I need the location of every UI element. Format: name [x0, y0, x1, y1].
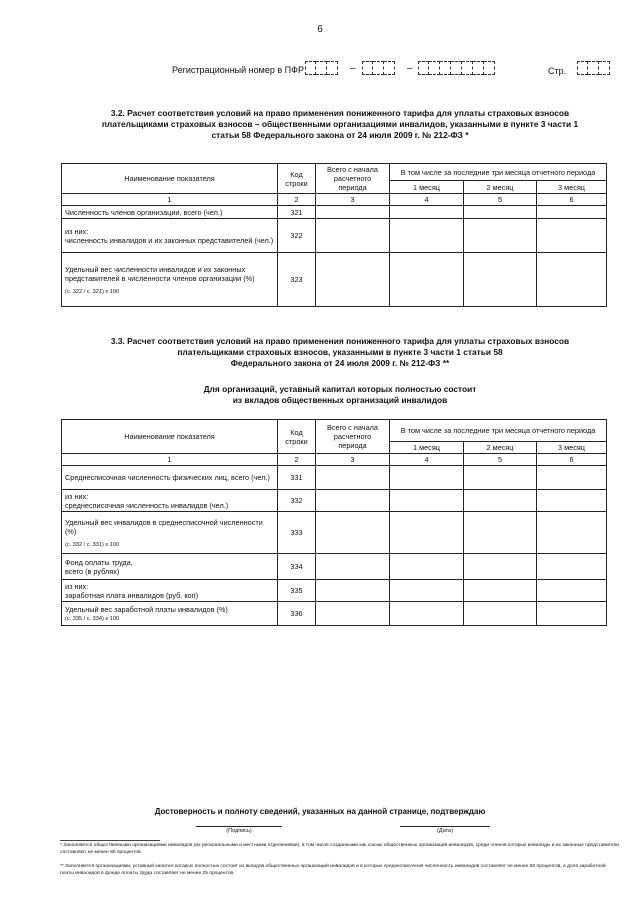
reg-number-part2[interactable]	[362, 61, 395, 75]
value-cell[interactable]	[464, 253, 537, 307]
certification-statement: Достоверность и полноту сведений, указанных на данной странице, подтверждаю	[154, 807, 486, 816]
value-cell[interactable]	[390, 554, 464, 580]
footnote-2: ** Заполняется организациями, уставный капитал которых полностью состоит из вкладов общественных организаций инвалидов и в которых среднесписочная численность инвалидов составляет не менее 50 процентов, а доля заработной платы инвалидов в фонде оплаты труда составляет не менее 25 процентов.	[60, 864, 606, 876]
value-cell[interactable]	[464, 219, 537, 253]
table-row	[62, 219, 607, 253]
value-cell[interactable]	[464, 602, 537, 626]
value-cell[interactable]	[390, 580, 464, 602]
row-code: 332	[278, 490, 316, 512]
value-cell[interactable]	[390, 466, 464, 490]
table-row	[62, 512, 607, 554]
row-code: 334	[278, 554, 316, 580]
col-header-total: Всего с начала расчетного периода	[316, 164, 390, 194]
reg-number-part1[interactable]	[305, 61, 338, 75]
col-header-month3: 3 месяц	[537, 181, 607, 194]
row-label: из них: численность инвалидов и их законных представителей (чел.)	[62, 219, 278, 253]
value-cell[interactable]	[537, 253, 607, 307]
table-row	[62, 466, 607, 490]
row-code: 323	[278, 253, 316, 307]
col-header-name: Наименование показателя	[62, 164, 278, 194]
row-label: Среднесписочная численность физических лиц, всего (чел.)	[62, 466, 278, 490]
date-caption: (Дата)	[437, 828, 453, 834]
column-numbers-row: 1 2 3 4 5 6	[62, 454, 607, 466]
col-header-last3: В том числе за последние три месяца отчетного периода	[390, 420, 607, 442]
row-formula: (с. 322 / с. 321) х 100	[65, 288, 120, 295]
table-row	[62, 206, 607, 219]
section-3-2-title: 3.2. Расчет соответствия условий на право применения пониженного тарифа для уплаты страховых взносов плательщиками страховых взносов – общественными организациями инвалидов, указанными в пункте 3 части 1 статьи 58 Федерального закона от 24 июля 2009 г. № 212-ФЗ *	[101, 108, 579, 140]
value-cell[interactable]	[390, 490, 464, 512]
value-cell[interactable]	[537, 466, 607, 490]
row-formula: (с. 332 / с. 331) х 100	[65, 541, 120, 548]
col-header-month3: 3 месяц	[537, 442, 607, 454]
value-cell[interactable]	[316, 219, 390, 253]
footnote-divider	[60, 840, 160, 841]
value-cell[interactable]	[316, 490, 390, 512]
column-numbers-row: 1 2 3 4 5 6	[62, 194, 607, 206]
value-cell[interactable]	[316, 466, 390, 490]
row-code: 322	[278, 219, 316, 253]
value-cell[interactable]	[537, 602, 607, 626]
col-header-code: Код строки	[278, 420, 316, 454]
col-header-month2: 2 месяц	[464, 442, 537, 454]
row-label: Численность членов организации, всего (чел.)	[62, 206, 278, 219]
value-cell[interactable]	[537, 554, 607, 580]
value-cell[interactable]	[464, 512, 537, 554]
col-header-month1: 1 месяц	[390, 181, 464, 194]
value-cell[interactable]	[390, 206, 464, 219]
table-row	[62, 490, 607, 512]
row-label: Удельный вес заработной платы инвалидов (%)	[65, 605, 228, 614]
table-row	[62, 253, 607, 307]
value-cell[interactable]	[316, 580, 390, 602]
row-label: Удельный вес численности инвалидов и их законных представителей в численности членов организации (%)	[65, 264, 255, 283]
reg-separator: –	[407, 63, 413, 74]
col-header-name: Наименование показателя	[62, 420, 278, 454]
row-code: 335	[278, 580, 316, 602]
table-row	[62, 580, 607, 602]
table-row	[62, 554, 607, 580]
row-code: 331	[278, 466, 316, 490]
row-code: 336	[278, 602, 316, 626]
row-code: 321	[278, 206, 316, 219]
table-3-2	[61, 163, 607, 307]
date-field[interactable]	[400, 826, 490, 827]
value-cell[interactable]	[537, 219, 607, 253]
value-cell[interactable]	[316, 602, 390, 626]
table-3-3	[61, 419, 607, 626]
signature-field[interactable]	[196, 826, 282, 827]
value-cell[interactable]	[316, 554, 390, 580]
row-label: Фонд оплаты труда, всего (в рублях)	[62, 554, 278, 580]
reg-number-label: Регистрационный номер в ПФР	[172, 65, 304, 75]
page-label: Стр.	[548, 66, 567, 76]
value-cell[interactable]	[390, 602, 464, 626]
value-cell[interactable]	[316, 206, 390, 219]
value-cell[interactable]	[316, 512, 390, 554]
value-cell[interactable]	[464, 466, 537, 490]
value-cell[interactable]	[390, 253, 464, 307]
reg-separator: –	[350, 63, 356, 74]
col-header-month2: 2 месяц	[464, 181, 537, 194]
row-code: 333	[278, 512, 316, 554]
section-3-3-title: 3.3. Расчет соответствия условий на право применения пониженного тарифа для уплаты страховых взносов плательщиками страховых взносов, указанными в пункте 3 части 1 статьи 58 Федерального закона от 24 июля 2009 г. № 212-ФЗ **	[110, 336, 570, 368]
value-cell[interactable]	[390, 512, 464, 554]
value-cell[interactable]	[537, 490, 607, 512]
table-row	[62, 602, 607, 626]
value-cell[interactable]	[464, 554, 537, 580]
col-header-month1: 1 месяц	[390, 442, 464, 454]
row-label: из них: среднесписочная численность инвалидов (чел.)	[62, 490, 278, 512]
value-cell[interactable]	[390, 219, 464, 253]
row-label: Удельный вес инвалидов в среднесписочной численности (%)	[65, 517, 263, 536]
value-cell[interactable]	[464, 490, 537, 512]
col-header-total: Всего с начала расчетного периода	[316, 420, 390, 454]
row-formula: (с. 335 / с. 334) х 100	[65, 616, 120, 622]
signature-caption: (Подпись)	[226, 828, 252, 834]
page-number-boxes[interactable]	[577, 61, 610, 75]
page-number: 6	[317, 24, 323, 35]
row-label: из них: заработная плата инвалидов (руб. коп)	[62, 580, 278, 602]
section-3-3-subtitle: Для организаций, уставный капитал которых полностью состоит из вкладов общественных организаций инвалидов	[203, 384, 477, 405]
value-cell[interactable]	[537, 512, 607, 554]
col-header-last3: В том числе за последние три месяца отчетного периода	[390, 164, 607, 181]
value-cell[interactable]	[464, 206, 537, 219]
value-cell[interactable]	[537, 206, 607, 219]
value-cell[interactable]	[316, 253, 390, 307]
value-cell[interactable]	[537, 580, 607, 602]
col-header-code: Код строки	[278, 164, 316, 194]
reg-number-part3[interactable]	[418, 61, 495, 75]
value-cell[interactable]	[464, 580, 537, 602]
footnote-1: * Заполняется общественными организациями инвалидов (их региональными и местными отделениями), в том числе созданными как союзы общественных организаций инвалидов, среди членов которых инвалиды и их законные представители составляют не менее 80 процентов.	[60, 843, 620, 855]
